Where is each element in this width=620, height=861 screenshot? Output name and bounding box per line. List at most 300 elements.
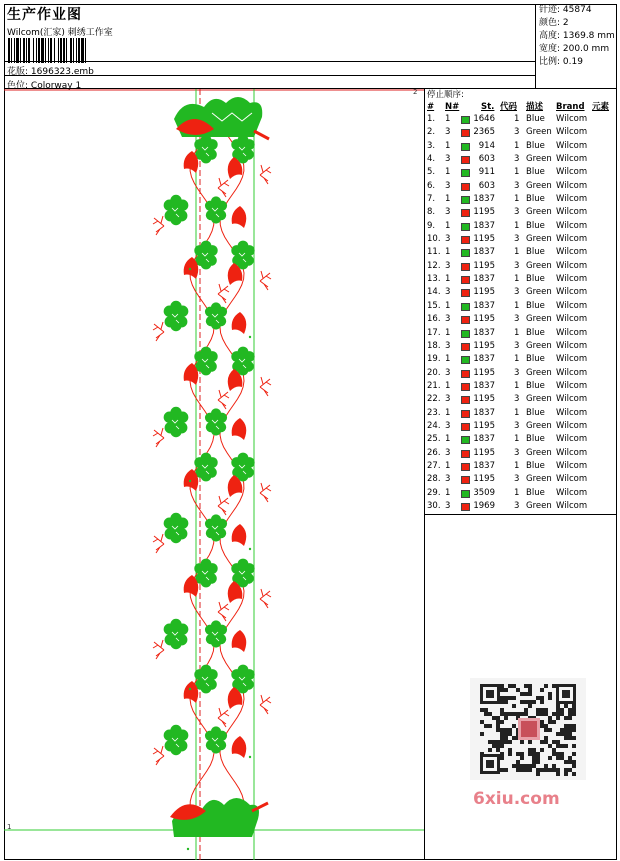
qr-module — [508, 732, 512, 736]
qr-module — [540, 700, 544, 704]
embroidery-design — [4, 89, 425, 860]
qr-module — [564, 760, 568, 764]
row-needle: 1 — [445, 380, 451, 391]
row-brand: Wilcom — [556, 380, 588, 391]
row-desc: Green — [526, 340, 552, 351]
design-label: 花版: — [7, 67, 29, 77]
sequence-row — [425, 193, 617, 206]
row-brand: Wilcom — [556, 207, 588, 218]
row-desc: Green — [526, 367, 552, 378]
page-title: 生产作业图 — [7, 7, 82, 23]
qr-module — [480, 732, 484, 736]
row-index: 30. — [427, 500, 441, 511]
row-code: 3 — [514, 340, 520, 351]
row-stitches: 911 — [478, 167, 495, 178]
sequence-row — [425, 126, 617, 139]
qr-module — [532, 752, 536, 756]
row-brand: Wilcom — [556, 354, 588, 365]
color-swatch — [461, 129, 470, 137]
qr-module — [572, 728, 576, 732]
sequence-row — [425, 447, 617, 460]
row-desc: Blue — [526, 300, 545, 311]
row-desc: Green — [526, 154, 552, 165]
qr-module — [500, 700, 504, 704]
row-desc: Blue — [526, 247, 545, 258]
qr-module — [492, 744, 496, 748]
row-needle: 3 — [445, 180, 451, 191]
row-needle: 1 — [445, 300, 451, 311]
row-brand: Wilcom — [556, 260, 588, 271]
leaf-shape — [201, 471, 212, 482]
qr-module — [540, 740, 544, 744]
row-code: 1 — [514, 247, 520, 258]
red-sprig — [218, 602, 229, 621]
row-stitches: 1646 — [473, 114, 495, 124]
row-code: 3 — [514, 367, 520, 378]
color-swatch — [461, 330, 470, 338]
row-code: 1 — [514, 220, 520, 231]
sequence-row — [425, 273, 617, 286]
row-needle: 1 — [445, 140, 451, 151]
color-swatch — [461, 263, 470, 271]
qr-module — [532, 756, 536, 760]
row-index: 8. — [427, 207, 436, 218]
leaf-shape — [201, 665, 212, 676]
col-desc: 描述 — [526, 102, 544, 112]
row-index: 20. — [427, 367, 441, 378]
stitch-dot — [187, 848, 189, 850]
color-swatch — [461, 303, 470, 311]
row-code: 1 — [514, 327, 520, 338]
qr-module — [552, 720, 556, 724]
qr-module — [564, 736, 568, 740]
sequence-row — [425, 460, 617, 473]
qr-module — [556, 712, 560, 716]
qr-module — [500, 756, 504, 760]
qr-module — [520, 768, 524, 772]
qr-module — [504, 700, 508, 704]
row-stitches: 914 — [478, 140, 495, 151]
qr-module — [536, 756, 540, 760]
qr-module — [544, 768, 548, 772]
row-index: 9. — [427, 220, 436, 231]
row-needle: 1 — [445, 434, 451, 445]
color-swatch — [461, 116, 470, 124]
qr-module — [504, 732, 508, 736]
row-index: 22. — [427, 394, 441, 405]
qr-module — [556, 740, 560, 744]
qr-module — [512, 736, 516, 740]
qr-module — [556, 756, 560, 760]
qr-module — [508, 748, 512, 752]
stats-panel — [536, 4, 617, 89]
col-stitches: St. — [481, 102, 495, 112]
watermark-logo: 6xiu.com — [473, 789, 560, 809]
color-swatch — [461, 463, 470, 471]
row-code: 1 — [514, 487, 520, 498]
colorway-value: Colorway 1 — [30, 81, 82, 91]
row-desc: Blue — [526, 487, 545, 498]
row-stitches: 603 — [478, 180, 495, 191]
qr-module — [528, 704, 532, 708]
qr-module — [536, 760, 540, 764]
sequence-row — [425, 260, 617, 273]
qr-module — [520, 712, 524, 716]
qr-module — [532, 748, 536, 752]
qr-module — [512, 684, 516, 688]
row-code: 1 — [514, 114, 520, 124]
sequence-header — [425, 101, 617, 113]
row-code: 1 — [514, 194, 520, 205]
red-sprig — [153, 746, 164, 765]
qr-module — [516, 688, 520, 692]
qr-module — [496, 724, 500, 728]
red-sprig — [153, 534, 164, 553]
qr-module — [532, 760, 536, 764]
stat-value: 1369.8 mm — [562, 31, 615, 41]
row-brand: Wilcom — [556, 500, 588, 511]
stitch-dot — [189, 688, 191, 690]
qr-module — [568, 712, 572, 716]
qr-module — [520, 756, 524, 760]
qr-module — [560, 752, 564, 756]
row-code: 1 — [514, 140, 520, 151]
row-desc: Blue — [526, 434, 545, 445]
row-desc: Green — [526, 180, 552, 191]
color-swatch — [461, 410, 470, 418]
qr-module — [540, 720, 544, 724]
row-brand: Wilcom — [556, 274, 588, 285]
row-index: 10. — [427, 234, 441, 245]
qr-module — [508, 728, 512, 732]
row-code: 1 — [514, 380, 520, 391]
row-stitches: 1837 — [473, 247, 495, 258]
color-swatch — [461, 156, 470, 164]
qr-module — [496, 744, 500, 748]
row-stitches: 1837 — [473, 220, 495, 231]
qr-module — [548, 716, 552, 720]
qr-module — [572, 736, 576, 740]
row-stitches: 1195 — [473, 420, 495, 431]
row-index: 29. — [427, 487, 441, 498]
color-swatch — [461, 450, 470, 458]
row-brand: Wilcom — [556, 314, 588, 325]
leaf-shape — [201, 347, 212, 358]
row-brand: Wilcom — [556, 474, 588, 485]
qr-module — [508, 696, 512, 700]
row-code: 1 — [514, 434, 520, 445]
col-element: 元素 — [592, 102, 610, 112]
stat-value: 0.19 — [562, 57, 583, 67]
qr-module — [516, 764, 520, 768]
sequence-row — [425, 313, 617, 326]
row-code: 1 — [514, 407, 520, 418]
qr-module — [564, 744, 568, 748]
qr-module — [556, 708, 560, 712]
qr-module — [572, 724, 576, 728]
qr-module — [552, 764, 556, 768]
leaf-shape — [238, 135, 249, 146]
stat-row — [536, 17, 617, 30]
leaf-shape — [238, 241, 249, 252]
qr-module — [552, 712, 556, 716]
qr-module — [544, 764, 548, 768]
row-desc: Green — [526, 500, 552, 511]
row-stitches: 603 — [478, 154, 495, 165]
sequence-row — [425, 407, 617, 420]
row-code: 3 — [514, 314, 520, 325]
sequence-row — [425, 246, 617, 259]
qr-module — [528, 764, 532, 768]
stat-label: 宽度: — [539, 44, 561, 54]
red-sprig — [218, 178, 229, 197]
row-desc: Blue — [526, 274, 545, 285]
stat-row — [536, 43, 617, 56]
sequence-row — [425, 353, 617, 366]
row-code: 3 — [514, 154, 520, 165]
row-brand: Wilcom — [556, 247, 588, 258]
qr-module — [568, 756, 572, 760]
qr-module — [568, 736, 572, 740]
qr-module — [512, 704, 516, 708]
qr-module — [540, 768, 544, 772]
qr-module — [572, 772, 576, 776]
col-code: 代码 — [500, 102, 518, 112]
qr-module — [564, 728, 568, 732]
row-index: 27. — [427, 460, 441, 471]
qr-code-icon — [470, 678, 586, 780]
stitch-dot — [189, 480, 191, 482]
qr-module — [560, 756, 564, 760]
leaf-shape — [170, 320, 181, 331]
leaf-shape — [211, 213, 221, 223]
qr-module — [540, 696, 544, 700]
qr-module — [500, 736, 504, 740]
qr-module — [524, 708, 528, 712]
qr-module — [528, 768, 532, 772]
qr-module — [562, 690, 570, 698]
qr-module — [496, 720, 500, 724]
qr-module — [572, 712, 576, 716]
leaf-shape — [201, 365, 212, 376]
qr-module — [556, 704, 560, 708]
qr-module — [560, 744, 564, 748]
qr-module — [500, 768, 504, 772]
qr-module — [568, 732, 572, 736]
color-swatch — [461, 169, 470, 177]
qr-module — [504, 768, 508, 772]
sequence-row — [425, 367, 617, 380]
color-swatch — [461, 396, 470, 404]
row-stitches: 1195 — [473, 394, 495, 405]
row-needle: 1 — [445, 114, 451, 124]
row-index: 23. — [427, 407, 441, 418]
row-stitches: 1195 — [473, 234, 495, 245]
qr-module — [520, 764, 524, 768]
qr-module — [488, 740, 492, 744]
row-code: 3 — [514, 234, 520, 245]
row-index: 21. — [427, 380, 441, 391]
qr-module — [500, 728, 504, 732]
row-index: 2. — [427, 127, 436, 138]
leaf-shape — [238, 347, 249, 358]
red-sprig — [260, 695, 271, 714]
qr-module — [536, 772, 540, 776]
row-index: 5. — [427, 167, 436, 178]
qr-module — [492, 740, 496, 744]
row-code: 3 — [514, 420, 520, 431]
row-code: 1 — [514, 354, 520, 365]
leaf-shape — [201, 683, 212, 694]
qr-module — [516, 752, 520, 756]
color-swatch — [461, 196, 470, 204]
row-index: 12. — [427, 260, 441, 271]
qr-module — [572, 752, 576, 756]
red-blossom — [232, 736, 247, 758]
row-index: 6. — [427, 180, 436, 191]
color-swatch — [461, 356, 470, 364]
qr-module — [540, 748, 544, 752]
row-brand: Wilcom — [556, 127, 588, 138]
qr-module — [508, 740, 512, 744]
qr-module — [486, 760, 494, 768]
row-code: 3 — [514, 207, 520, 218]
leaf-shape — [201, 241, 212, 252]
qr-module — [564, 716, 568, 720]
red-sprig — [260, 589, 271, 608]
row-needle: 1 — [445, 194, 451, 205]
row-index: 3. — [427, 140, 436, 151]
qr-module — [544, 724, 548, 728]
sequence-row — [425, 220, 617, 233]
qr-module — [556, 716, 560, 720]
qr-module — [544, 712, 548, 716]
qr-module — [572, 764, 576, 768]
leaf-shape — [170, 301, 181, 312]
qr-module — [572, 744, 576, 748]
qr-module — [568, 768, 572, 772]
sequence-row — [425, 233, 617, 246]
row-stitches: 1195 — [473, 260, 495, 271]
sequence-row — [425, 393, 617, 406]
row-stitches: 1837 — [473, 407, 495, 418]
sequence-row — [425, 140, 617, 153]
red-sprig — [218, 496, 229, 515]
row-brand: Wilcom — [556, 394, 588, 405]
colorway-label: 色位: — [7, 81, 29, 91]
row-brand: Wilcom — [556, 340, 588, 351]
row-needle: 3 — [445, 420, 451, 431]
sequence-row — [425, 340, 617, 353]
row-needle: 3 — [445, 234, 451, 245]
qr-module — [552, 684, 556, 688]
qr-module — [564, 768, 568, 772]
top-border-tail — [254, 131, 269, 139]
row-brand: Wilcom — [556, 300, 588, 311]
qr-module — [528, 748, 532, 752]
qr-module — [480, 720, 484, 724]
sequence-row — [425, 327, 617, 340]
qr-module — [572, 704, 576, 708]
color-swatch — [461, 423, 470, 431]
qr-module — [484, 708, 488, 712]
row-desc: Blue — [526, 114, 545, 124]
row-code: 1 — [514, 300, 520, 311]
stat-label: 颜色: — [539, 18, 561, 28]
qr-module — [568, 724, 572, 728]
row-desc: Blue — [526, 460, 545, 471]
leaf-shape — [211, 743, 221, 753]
qr-module — [496, 748, 500, 752]
row-index: 13. — [427, 274, 441, 285]
row-index: 25. — [427, 434, 441, 445]
row-brand: Wilcom — [556, 487, 588, 498]
leaf-shape — [170, 426, 181, 437]
row-needle: 3 — [445, 447, 451, 458]
red-blossom — [232, 524, 247, 546]
red-sprig — [153, 216, 164, 235]
leaf-shape — [211, 408, 221, 418]
row-index: 18. — [427, 340, 441, 351]
red-sprig — [260, 271, 271, 290]
row-code: 3 — [514, 260, 520, 271]
leaf-shape — [201, 259, 212, 270]
qr-module — [504, 688, 508, 692]
qr-module — [504, 736, 508, 740]
leaf-shape — [201, 559, 212, 570]
qr-module — [488, 724, 492, 728]
qr-module — [548, 692, 552, 696]
header-panel — [4, 4, 536, 89]
design-file: 1696323.emb — [30, 67, 94, 77]
qr-module — [508, 752, 512, 756]
qr-module — [516, 712, 520, 716]
row-index: 26. — [427, 447, 441, 458]
row-needle: 1 — [445, 167, 451, 178]
row-needle: 3 — [445, 500, 451, 511]
row-index: 28. — [427, 474, 441, 485]
qr-module — [560, 728, 564, 732]
divider — [4, 75, 535, 76]
color-swatch — [461, 316, 470, 324]
qr-module — [532, 764, 536, 768]
leaf-shape — [170, 638, 181, 649]
qr-module — [560, 732, 564, 736]
color-swatch — [461, 476, 470, 484]
qr-module — [512, 696, 516, 700]
color-swatch — [461, 289, 470, 297]
row-brand: Wilcom — [556, 114, 588, 124]
qr-module — [556, 752, 560, 756]
qr-module — [548, 728, 552, 732]
row-stitches: 1837 — [473, 434, 495, 445]
leaf-shape — [201, 453, 212, 464]
qr-module — [548, 720, 552, 724]
stat-label: 比例: — [539, 57, 561, 67]
qr-module — [512, 724, 516, 728]
row-code: 1 — [514, 274, 520, 285]
row-index: 17. — [427, 327, 441, 338]
row-needle: 1 — [445, 407, 451, 418]
red-blossom — [232, 630, 247, 652]
divider — [4, 61, 535, 62]
leaf-shape — [170, 619, 181, 630]
qr-module — [548, 756, 552, 760]
row-desc: Blue — [526, 167, 545, 178]
qr-module — [486, 690, 494, 698]
sequence-row — [425, 206, 617, 219]
qr-module — [512, 712, 516, 716]
